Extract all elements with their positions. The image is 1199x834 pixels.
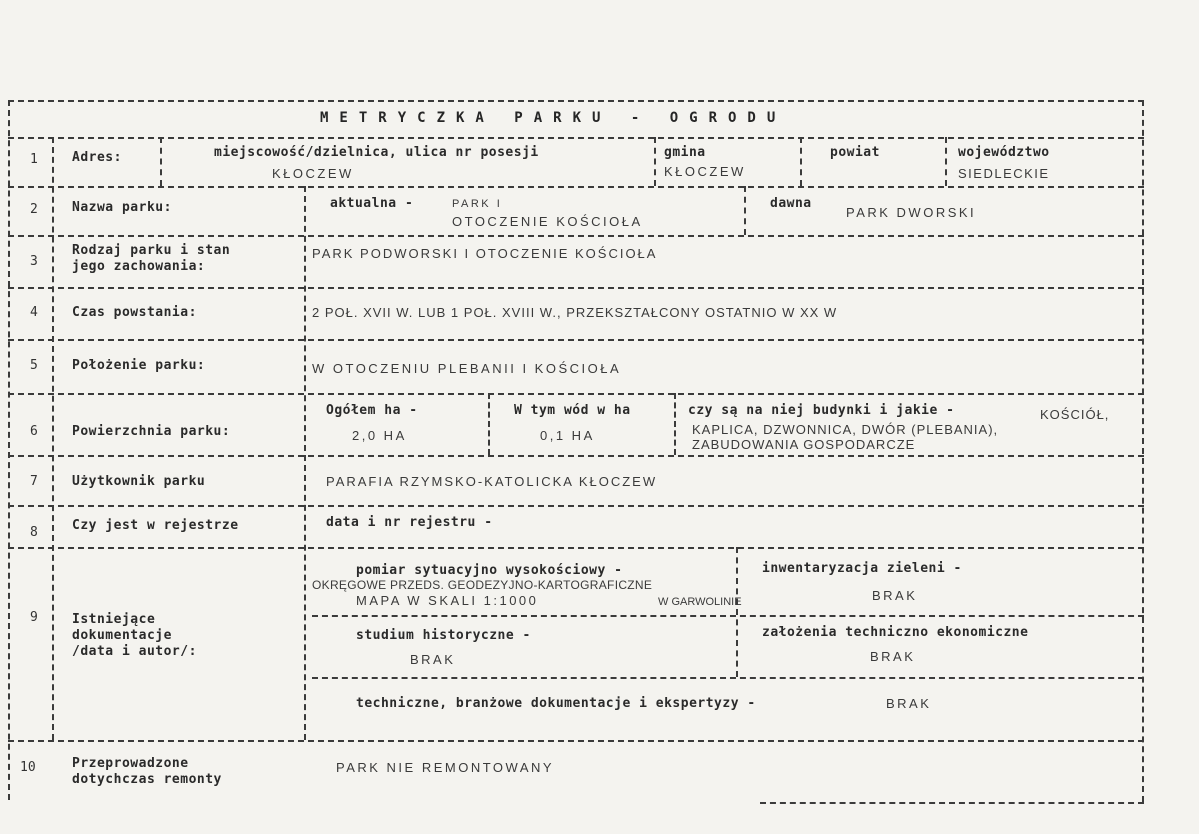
row-6-number: 6 — [30, 424, 38, 439]
row-3-label-line1: Rodzaj parku i stan — [72, 243, 231, 258]
row-9-label-line3: /data i autor/: — [72, 644, 197, 659]
survey-value-1: OKRĘGOWE PRZEDS. GEODEZYJNO-KARTOGRAFICZNE — [312, 578, 653, 592]
divider-row9b — [312, 677, 1144, 679]
gmina-subheading: gmina — [664, 145, 706, 160]
row-9-label-line1: Istniejące — [72, 612, 156, 627]
greenery-inventory-subheading: inwentaryzacja zieleni - — [762, 561, 962, 576]
survey-subheading: pomiar sytuacyjno wysokościowy - — [356, 563, 623, 578]
divider-r6-a — [488, 393, 490, 455]
row-9-number: 9 — [30, 610, 38, 625]
register-subheading: data i nr rejestru - — [326, 515, 493, 530]
technical-docs-subheading: techniczne, branżowe dokumentacje i ekspertyzy - — [356, 696, 756, 711]
row-2-label: Nazwa parku: — [72, 200, 172, 215]
divider-r6-b — [674, 393, 676, 455]
greenery-inventory-value: BRAK — [872, 588, 918, 603]
current-name-subheading: aktualna - — [330, 196, 414, 211]
divider-row2 — [8, 235, 1144, 237]
renovations-value: PARK NIE REMONTOWANY — [336, 760, 555, 775]
row-4-label: Czas powstania: — [72, 305, 197, 320]
divider-r1-c — [800, 137, 802, 186]
creation-time-value: 2 POŁ. XVII W. LUB 1 POŁ. XVIII W., PRZEKSZTAŁCONY OSTATNIO W XX W — [312, 305, 838, 320]
park-user-value: PARAFIA RZYMSKO-KATOLICKA KŁOCZEW — [326, 474, 658, 489]
divider-r2 — [744, 186, 746, 235]
divider-r9 — [736, 547, 738, 677]
divider-r1-d — [945, 137, 947, 186]
buildings-value-3: ZABUDOWANIA GOSPODARCZE — [692, 437, 916, 452]
row-5-label: Położenie parku: — [72, 358, 206, 373]
buildings-subheading: czy są na niej budynki i jakie - — [688, 403, 955, 418]
row-1-label: Adres: — [72, 150, 122, 165]
border-right — [1142, 100, 1144, 802]
buildings-value-2: KAPLICA, DZWONNICA, DWÓR (PLEBANIA), — [692, 422, 999, 437]
water-area-value: 0,1 HA — [540, 428, 595, 443]
row-6-label: Powierzchnia parku: — [72, 424, 231, 439]
history-study-subheading: studium historyczne - — [356, 628, 531, 643]
row-4-number: 4 — [30, 305, 38, 320]
voivodeship-subheading: województwo — [958, 145, 1050, 160]
divider-row3 — [8, 287, 1144, 289]
history-study-value: BRAK — [410, 652, 456, 667]
divider-row9 — [8, 740, 1144, 742]
divider-row4 — [8, 339, 1144, 341]
divider-label-col — [304, 186, 306, 740]
address-subheading: miejscowość/dzielnica, ulica nr posesji — [214, 145, 539, 160]
location-value: W OTOCZENIU PLEBANII I KOŚCIOŁA — [312, 361, 622, 376]
row-10-label-line1: Przeprowadzone — [72, 756, 189, 771]
tech-econ-subheading: założenia techniczno ekonomiczne — [762, 625, 1029, 640]
tech-econ-value: BRAK — [870, 649, 916, 664]
total-area-subheading: Ogółem ha - — [326, 403, 418, 418]
row-10-label-line2: dotychczas remonty — [72, 772, 222, 787]
row-7-number: 7 — [30, 474, 38, 489]
row-10-number: 10 — [20, 760, 36, 775]
total-area-value: 2,0 HA — [352, 428, 407, 443]
row-8-label: Czy jest w rejestrze — [72, 518, 239, 533]
park-type-value: PARK PODWORSKI I OTOCZENIE KOŚCIOŁA — [312, 246, 658, 261]
border-top — [8, 100, 1144, 102]
divider-row6 — [8, 455, 1144, 457]
row-3-label-line2: jego zachowania: — [72, 259, 206, 274]
divider-row9a — [312, 615, 1144, 617]
survey-value-2: MAPA W SKALI 1:1000 — [356, 593, 539, 608]
form-title: METRYCZKA PARKU - OGRODU — [320, 110, 787, 126]
divider-row5 — [8, 393, 1144, 395]
former-name-subheading: dawna — [770, 196, 812, 211]
row-5-number: 5 — [30, 358, 38, 373]
water-area-subheading: W tym wód w ha — [514, 403, 631, 418]
voivodeship-value: SIEDLECKIE — [958, 166, 1050, 181]
divider-r1-a — [160, 137, 162, 186]
row-3-number: 3 — [30, 254, 38, 269]
address-value: KŁOCZEW — [272, 166, 354, 181]
divider-num-col — [52, 137, 54, 740]
border-left — [8, 100, 10, 800]
current-name-value-2: OTOCZENIE KOŚCIOŁA — [452, 214, 643, 229]
divider-row8 — [8, 547, 1144, 549]
gmina-value: KŁOCZEW — [664, 164, 746, 179]
survey-value-3: W GARWOLINIE — [658, 596, 742, 608]
buildings-value-1: KOŚCIÓŁ, — [1040, 407, 1110, 422]
divider-r1-b — [654, 137, 656, 186]
row-9-label-line2: dokumentacje — [72, 628, 172, 643]
row-1-number: 1 — [30, 152, 38, 167]
former-name-value: PARK DWORSKI — [846, 205, 977, 220]
row-8-number: 8 — [30, 525, 38, 540]
border-bottom — [760, 802, 1144, 804]
row-7-label: Użytkownik parku — [72, 474, 206, 489]
technical-docs-value: BRAK — [886, 696, 932, 711]
divider-row7 — [8, 505, 1144, 507]
row-2-number: 2 — [30, 202, 38, 217]
current-name-value-1: PARK I — [452, 198, 503, 210]
divider-row1 — [8, 186, 1144, 188]
divider-title — [8, 137, 1144, 139]
powiat-subheading: powiat — [830, 145, 880, 160]
